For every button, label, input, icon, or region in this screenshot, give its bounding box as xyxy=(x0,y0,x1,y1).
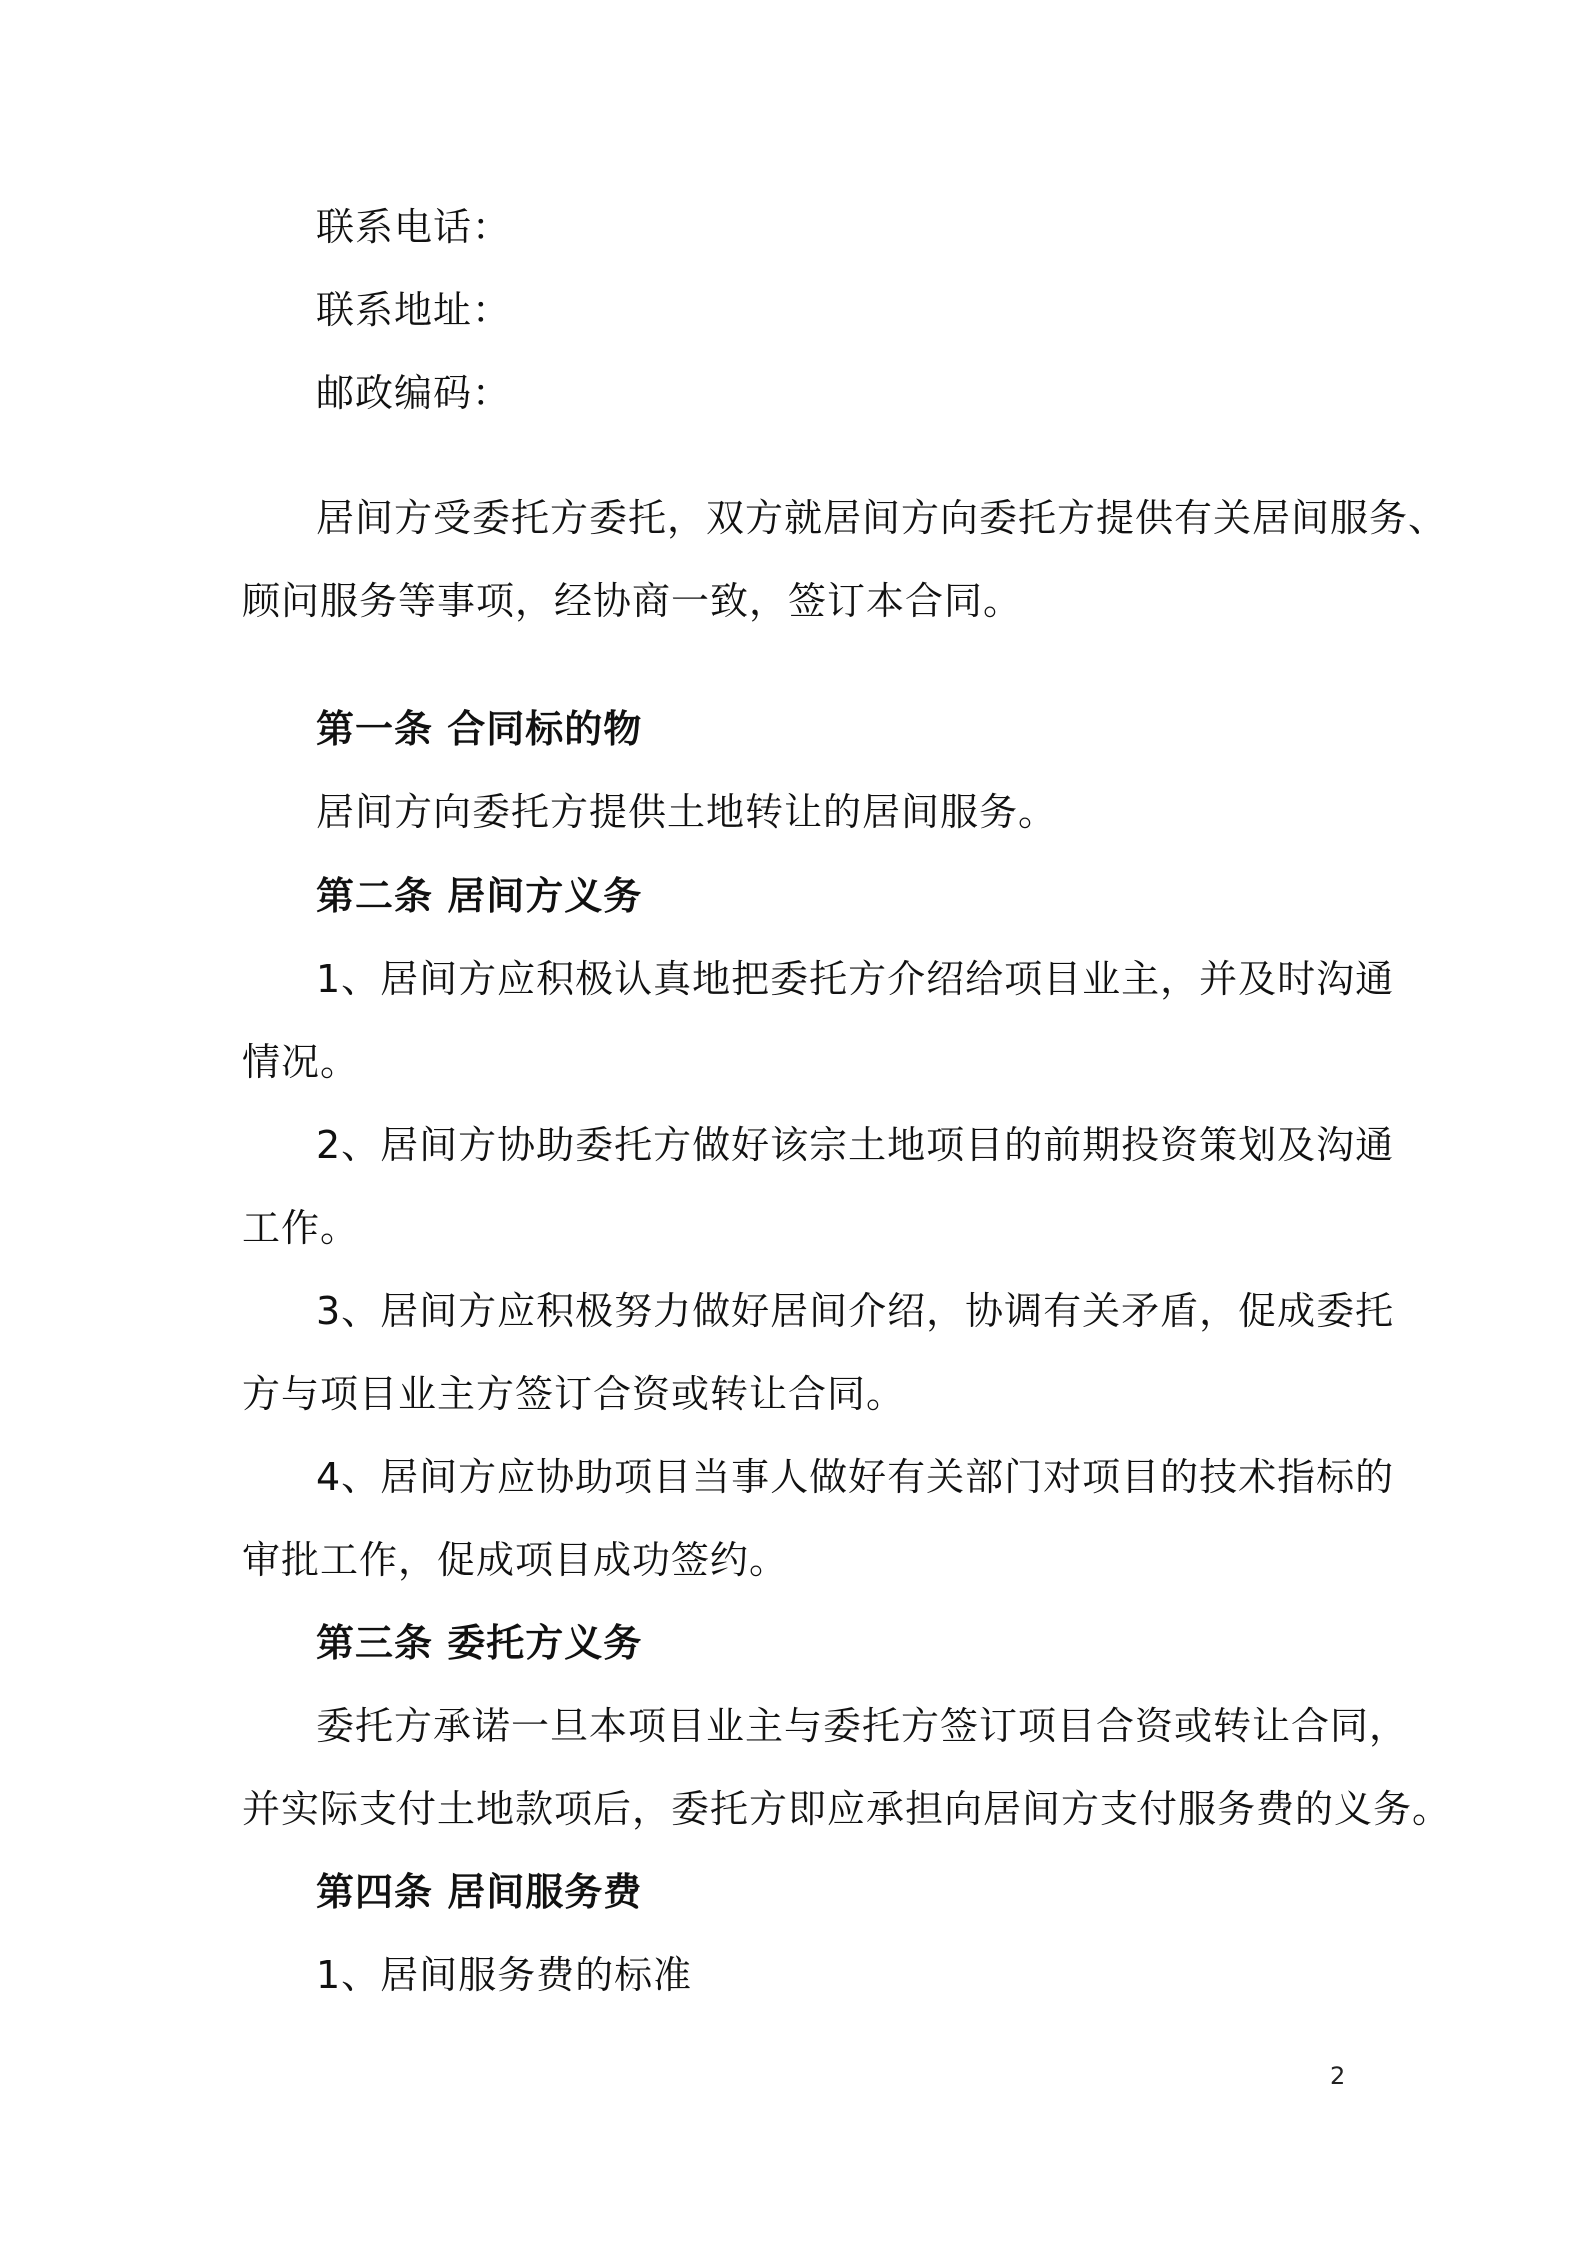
article3-body-line1: 委托方承诺一旦本项目业主与委托方签订项目合资或转让合同， xyxy=(316,1704,1409,1748)
article2-item3-line2: 方与项目业主方签订合资或转让合同。 xyxy=(242,1372,906,1416)
page-number: 2 xyxy=(1330,2062,1346,2090)
article2-item2-line1: 2、居间方协助委托方做好该宗土地项目的前期投资策划及沟通 xyxy=(316,1123,1395,1167)
contact-address-label: 联系地址： xyxy=(316,288,512,332)
intro-paragraph-line1: 居间方受委托方委托，双方就居间方向委托方提供有关居间服务、 xyxy=(316,496,1448,540)
article1-heading: 第一条 合同标的物 xyxy=(316,707,643,751)
article2-item1-line2: 情况。 xyxy=(242,1040,360,1084)
article2-heading: 第二条 居间方义务 xyxy=(316,874,643,918)
article1-body: 居间方向委托方提供土地转让的居间服务。 xyxy=(316,790,1058,834)
article2-item4-line1: 4、居间方应协助项目当事人做好有关部门对项目的技术指标的 xyxy=(316,1455,1395,1499)
postcode-label: 邮政编码： xyxy=(316,371,512,415)
article3-heading: 第三条 委托方义务 xyxy=(316,1621,643,1665)
intro-paragraph-line2: 顾问服务等事项，经协商一致，签订本合同。 xyxy=(242,579,1023,623)
contact-phone-label: 联系电话： xyxy=(316,205,512,249)
article3-body-line2: 并实际支付土地款项后，委托方即应承担向居间方支付服务费的义务。 xyxy=(242,1787,1452,1831)
article4-heading: 第四条 居间服务费 xyxy=(316,1870,643,1914)
article2-item2-line2: 工作。 xyxy=(242,1206,360,1250)
article2-item4-line2: 审批工作，促成项目成功签约。 xyxy=(242,1538,789,1582)
article2-item1-line1: 1、居间方应积极认真地把委托方介绍给项目业主，并及时沟通 xyxy=(316,957,1395,1001)
article4-item1: 1、居间服务费的标准 xyxy=(316,1953,693,1997)
article2-item3-line1: 3、居间方应积极努力做好居间介绍，协调有关矛盾，促成委托 xyxy=(316,1289,1395,1333)
